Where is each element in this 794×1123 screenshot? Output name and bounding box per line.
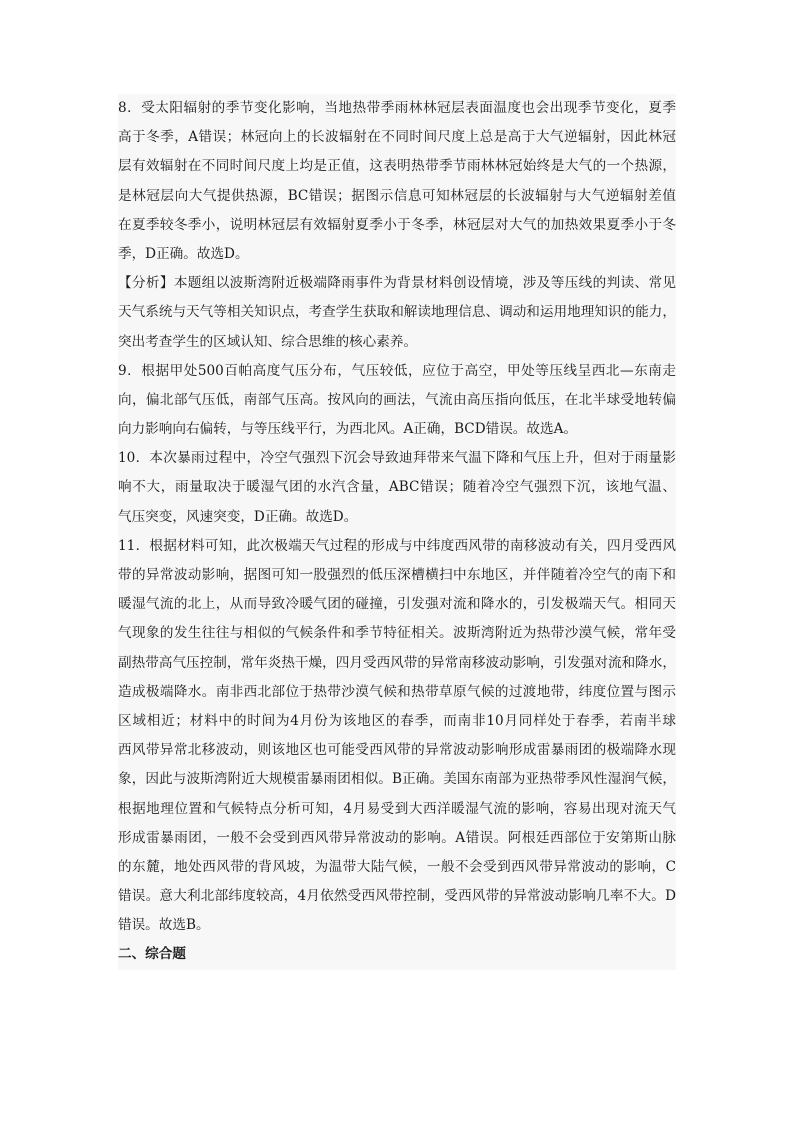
text-line: 错误。意大利北部纬度较高，4月依然受西风带控制，受西风带的异常波动影响几率不大。D (118, 888, 676, 905)
text-line: 的东麓，地处西风带的背风坡，为温带大陆气候，一般不会受到西风带异常波动的影响，C (118, 858, 676, 875)
text-line: 层有效辐射在不同时间尺度上均是正值，这表明热带季节雨林林冠始终是大气的一个热源， (118, 158, 676, 175)
section-heading: 二、综合题 (118, 946, 186, 963)
text-line: 带的异常波动影响，据图可知一股强烈的低压深槽横扫中东地区，并伴随着冷空气的南下和 (118, 567, 676, 583)
text-line: 天气系统与天气等相关知识点，考查学生获取和解读地理信息、调动和运用地理知识的能力， (118, 304, 676, 321)
text-line: 在夏季较冬季小，说明林冠层有效辐射夏季小于冬季，林冠层对大气的加热效果夏季小于冬 (118, 216, 676, 233)
text-line: 形成雷暴雨团，一般不会受到西风带异常波动的影响。A错误。阿根廷西部位于安第斯山脉 (118, 829, 676, 846)
text-line: 向，偏北部气压低，南部气压高。按风向的画法，气流由高压指向低压，在北半球受地转偏 (118, 391, 676, 408)
text-line: 10．本次暴雨过程中，冷空气强烈下沉会导致迪拜带来气温下降和气压上升，但对于雨量影 (118, 450, 676, 467)
text-line: 西风带异常北移波动，则该地区也可能受西风带的异常波动影响形成雷暴雨团的极端降水现 (118, 742, 676, 759)
text-line: 气现象的发生往往与相似的气候条件和季节特征相关。波斯湾附近为热带沙漠气候，常年受 (118, 625, 676, 642)
text-line: 突出考查学生的区域认知、综合思维的核心素养。 (118, 333, 418, 350)
text-line: 响不大，雨量取决于暖湿气团的水汽含量，ABC错误；随着冷空气强烈下沉，该地气温、 (118, 479, 676, 496)
text-line: 11．根据材料可知，此次极端天气过程的形成与中纬度西风带的南移波动有关，四月受西风 (118, 537, 676, 554)
answer-explanation-text (118, 94, 676, 970)
text-line: 向力影响向右偏转，与等压线平行，为西北风。A正确，BCD错误。故选A。 (118, 421, 577, 438)
analysis-line: 【分析】本题组以波斯湾附近极端降雨事件为背景材料创设情境，涉及等压线的判读、常见 (118, 275, 676, 292)
text-line: 高于冬季，A错误；林冠向上的长波辐射在不同时间尺度上总是高于大气逆辐射，因此林冠 (118, 129, 676, 146)
text-line: 象，因此与波斯湾附近大规模雷暴雨团相似。B正确。美国东南部为亚热带季风性湿润气候， (118, 771, 676, 788)
text-line: 造成极端降水。南非西北部位于热带沙漠气候和热带草原气候的过渡地带，纬度位置与图示 (118, 683, 676, 700)
text-line: 9．根据甲处500百帕高度气压分布，气压较低，应位于高空，甲处等压线呈西北—东南走 (118, 362, 676, 379)
text-line: 根据地理位置和气候特点分析可知，4月易受到大西洋暖湿气流的影响，容易出现对流天气 (118, 800, 676, 817)
text-line: 区域相近；材料中的时间为4月份为该地区的春季，而南非10月同样处于春季，若南半球 (118, 712, 676, 729)
text-line: 季，D正确。故选D。 (118, 245, 249, 262)
text-line: 是林冠层向大气提供热源，BC错误；据图示信息可知林冠层的长波辐射与大气逆辐射差值 (118, 187, 676, 204)
text-line: 气压突变，风速突变，D正确。故选D。 (118, 508, 358, 525)
text-line: 暖湿气流的北上，从而导致冷暖气团的碰撞，引发强对流和降水的，引发极端天气。相同天 (118, 596, 676, 613)
text-line: 8．受太阳辐射的季节变化影响，当地热带季雨林林冠层表面温度也会出现季节变化，夏季 (118, 100, 676, 116)
text-line: 错误。故选B。 (118, 917, 210, 934)
text-line: 副热带高气压控制，常年炎热干燥，四月受西风带的异常南移波动影响，引发强对流和降水， (118, 654, 676, 671)
